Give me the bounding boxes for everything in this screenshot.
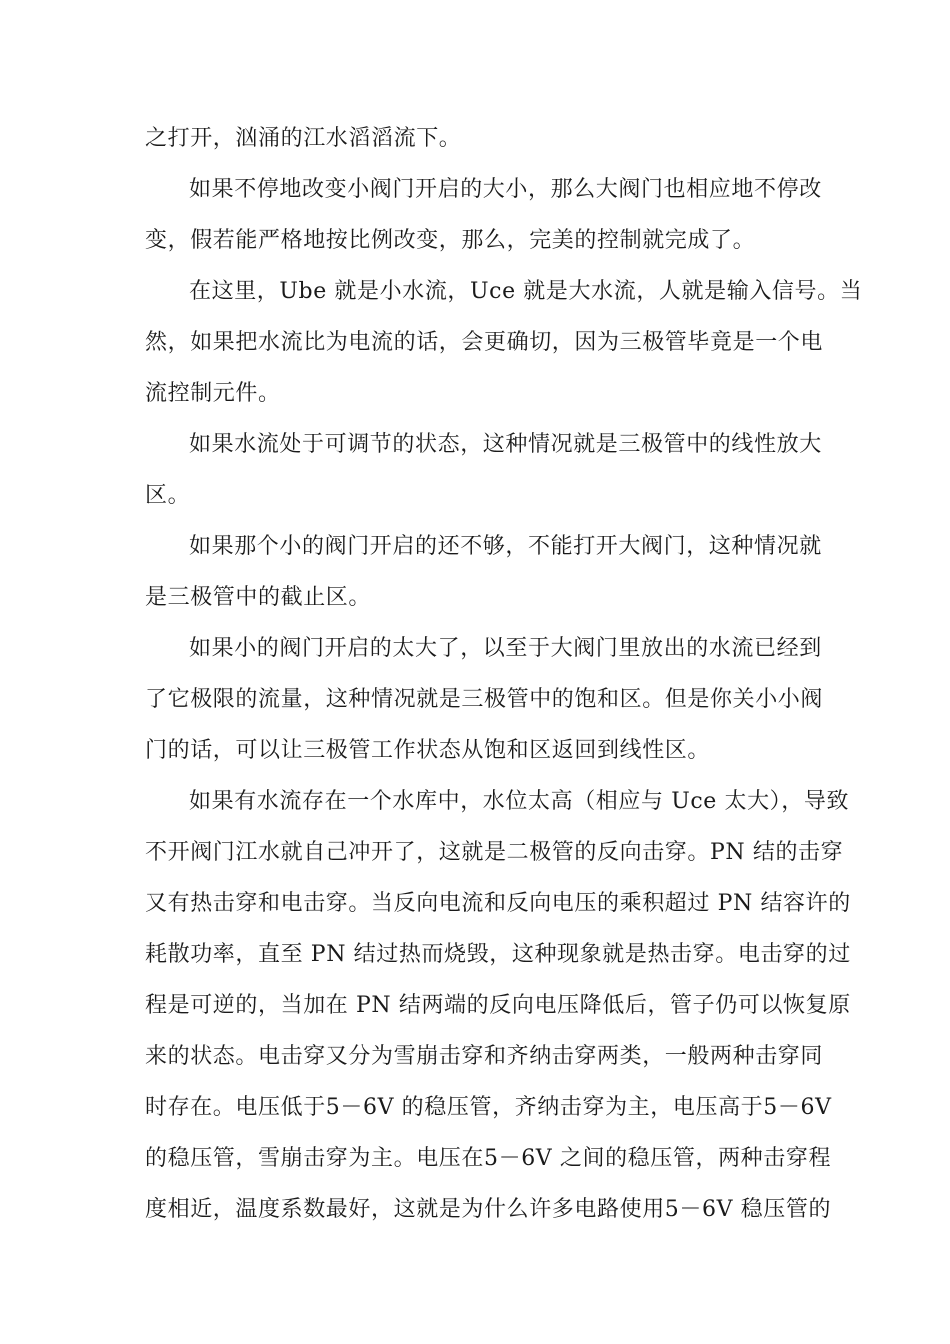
text-line: 门的话，可以让三极管工作状态从饱和区返回到线性区。 — [145, 738, 711, 763]
text-line: 程是可逆的，当加在 PN 结两端的反向电压降低后，管子仍可以恢复原 — [145, 993, 851, 1018]
text-line: 不开阀门江水就自己冲开了，这就是二极管的反向击穿。PN 结的击穿 — [145, 840, 844, 865]
text-line: 如果那个小的阀门开启的还不够，不能打开大阀门，这种情况就 — [189, 534, 822, 559]
text-line: 如果不停地改变小阀门开启的大小，那么大阀门也相应地不停改 — [189, 177, 822, 202]
text-line: 如果水流处于可调节的状态，这种情况就是三极管中的线性放大 — [189, 432, 822, 457]
text-line: 如果有水流存在一个水库中，水位太高（相应与 Uce 太大），导致 — [189, 789, 850, 814]
text-line: 的稳压管，雪崩击穿为主。电压在5－6V 之间的稳压管，两种击穿程 — [145, 1146, 832, 1171]
text-line: 然，如果把水流比为电流的话，会更确切，因为三极管毕竟是一个电 — [145, 330, 824, 355]
text-line: 如果小的阀门开启的太大了，以至于大阀门里放出的水流已经到 — [189, 636, 822, 661]
text-line: 来的状态。电击穿又分为雪崩击穿和齐纳击穿两类，一般两种击穿同 — [145, 1044, 824, 1069]
text-line: 区。 — [145, 483, 191, 508]
text-line: 了它极限的流量，这种情况就是三极管中的饱和区。但是你关小小阀 — [145, 687, 824, 712]
text-line: 变，假若能严格地按比例改变，那么，完美的控制就完成了。 — [145, 228, 756, 253]
text-line: 又有热击穿和电击穿。当反向电流和反向电压的乘积超过 PN 结容许的 — [145, 891, 851, 916]
text-line: 时存在。电压低于5－6V 的稳压管，齐纳击穿为主，电压高于5－6V — [145, 1095, 832, 1120]
text-line: 度相近，温度系数最好，这就是为什么许多电路使用5－6V 稳压管的 — [145, 1197, 832, 1222]
text-line: 在这里，Ube 就是小水流，Uce 就是大水流，人就是输入信号。当 — [189, 279, 863, 304]
document-body-text — [145, 113, 863, 1235]
text-line: 耗散功率，直至 PN 结过热而烧毁，这种现象就是热击穿。电击穿的过 — [145, 942, 851, 967]
text-line: 流控制元件。 — [145, 381, 281, 406]
text-line: 是三极管中的截止区。 — [145, 585, 372, 610]
text-line: 之打开，汹涌的江水滔滔流下。 — [145, 126, 462, 151]
